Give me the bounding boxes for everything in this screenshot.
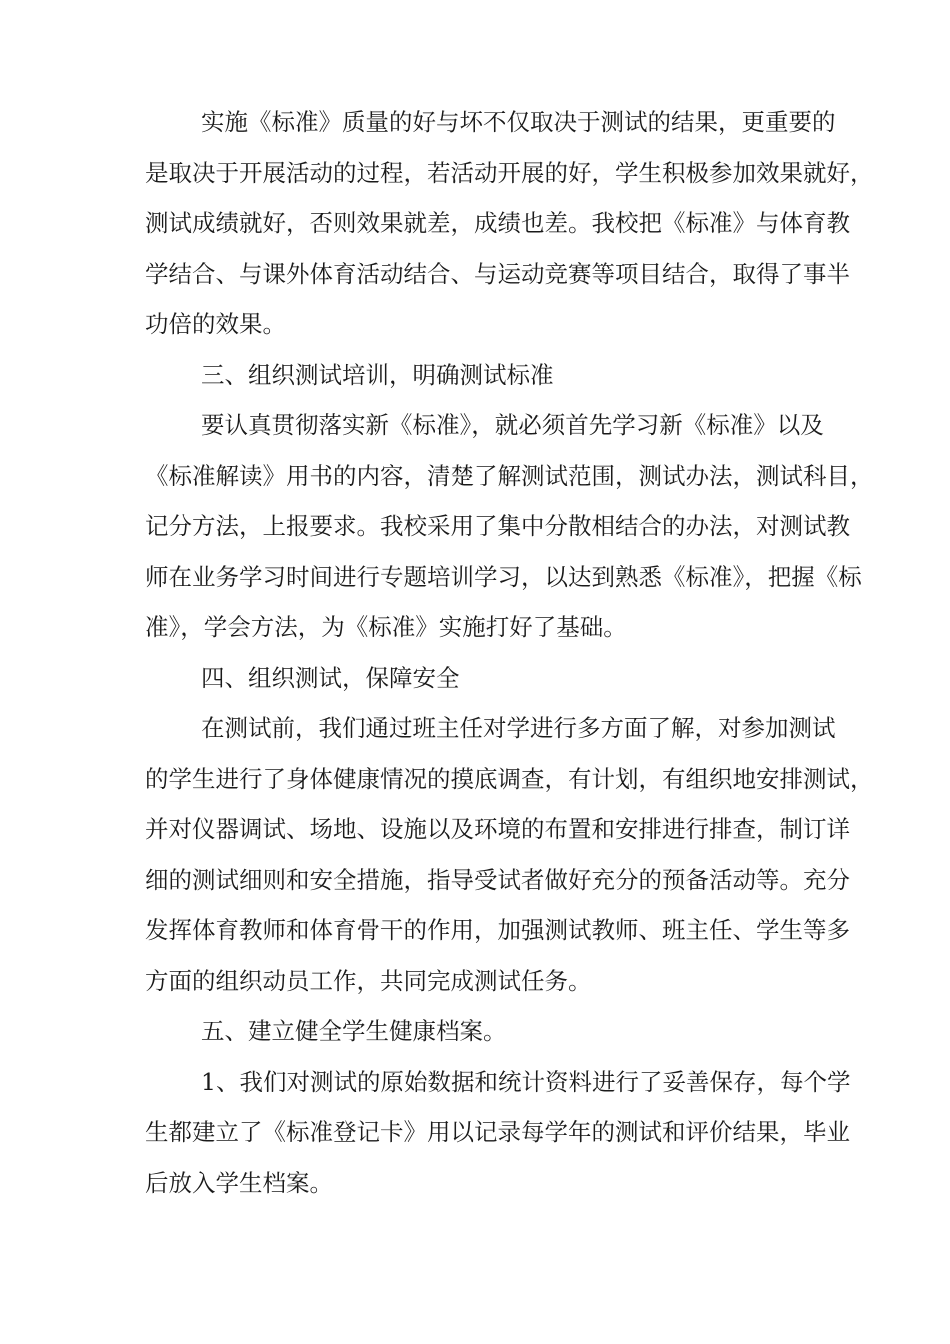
paragraph-line: 测试成绩就好，否则效果就差，成绩也差。我校把《标准》与体育教 xyxy=(145,209,850,237)
paragraph-line: 学结合、与课外体育活动结合、与运动竞赛等项目结合，取得了事半 xyxy=(145,259,850,288)
paragraph-line: 1、我们对测试的原始数据和统计资料进行了妥善保存，每个学 xyxy=(201,1067,851,1096)
paragraph-line: 师在业务学习时间进行专题培训学习，以达到熟悉《标准》，把握《标 xyxy=(145,562,862,591)
document-body xyxy=(145,97,874,1208)
paragraph-line: 准》，学会方法，为《标准》实施打好了基础。 xyxy=(145,613,627,641)
paragraph-line: 细的测试细则和安全措施，指导受试者做好充分的预备活动等。充分 xyxy=(145,865,850,894)
paragraph-line: 生都建立了《标准登记卡》用以记录每学年的测试和评价结果，毕业 xyxy=(145,1118,850,1146)
paragraph-line: 记分方法，上报要求。我校采用了集中分散相结合的办法，对测试教 xyxy=(145,512,850,540)
section-heading: 三、组织测试培训，明确测试标准 xyxy=(201,360,554,389)
paragraph-line: 发挥体育教师和体育骨干的作用，加强测试教师、班主任、学生等多 xyxy=(145,916,850,944)
paragraph-line: 并对仪器调试、场地、设施以及环境的布置和安排进行排查，制订详 xyxy=(145,815,850,843)
paragraph-line: 后放入学生档案。 xyxy=(145,1168,333,1197)
paragraph-line: 功倍的效果。 xyxy=(145,310,286,338)
paragraph-line: 《标准解读》用书的内容，清楚了解测试范围，测试办法，测试科目， xyxy=(145,461,874,490)
paragraph-line: 是取决于开展活动的过程，若活动开展的好，学生积极参加效果就好， xyxy=(145,158,874,187)
paragraph-line: 要认真贯彻落实新《标准》，就必须首先学习新《标准》以及 xyxy=(201,411,824,439)
paragraph-line: 实施《标准》质量的好与坏不仅取决于测试的结果，更重要的 xyxy=(201,108,836,136)
section-heading: 五、建立健全学生健康档案。 xyxy=(201,1017,507,1045)
paragraph-line: 在测试前，我们通过班主任对学进行多方面了解，对参加测试 xyxy=(201,714,836,742)
section-heading: 四、组织测试，保障安全 xyxy=(201,663,460,692)
paragraph-line: 方面的组织动员工作，共同完成测试任务。 xyxy=(145,966,592,995)
paragraph-line: 的学生进行了身体健康情况的摸底调查，有计划，有组织地安排测试， xyxy=(145,764,874,793)
